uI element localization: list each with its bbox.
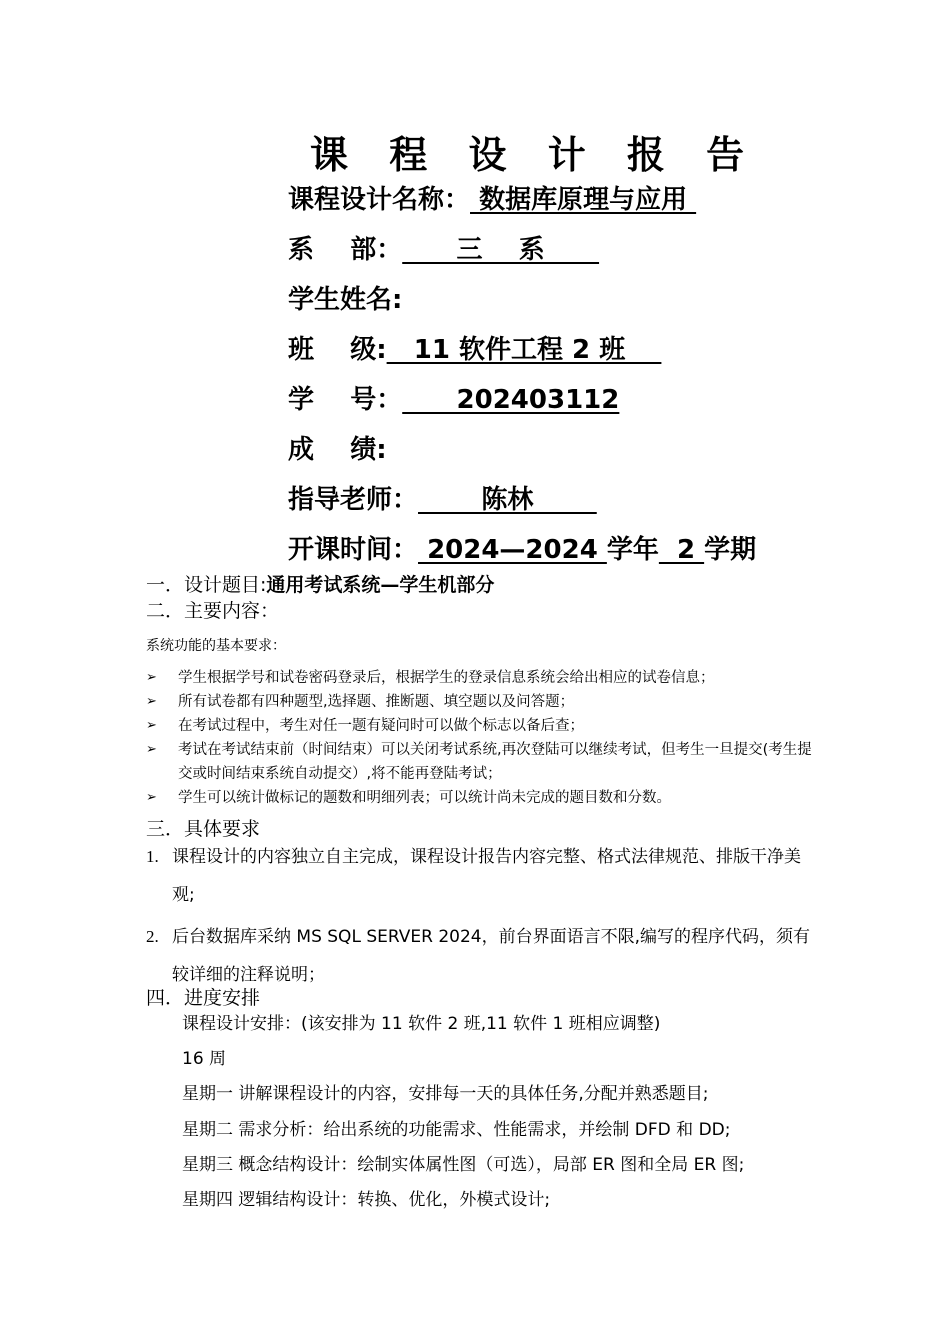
list-item: ➢ 学生可以统计做标记的题数和明细列表；可以统计尚未完成的题目数和分数。: [146, 786, 826, 810]
schedule-intro: 课程设计安排：(该安排为 11 软件 2 班,11 软件 1 班相应调整): [182, 1014, 661, 1034]
grade-label: 成 绩:: [288, 435, 387, 465]
list-number: 2.: [146, 927, 159, 946]
section-specific-requirements: 三．具体要求: [146, 818, 261, 840]
term-suffix: 学期: [704, 535, 757, 565]
arrow-bullet-icon: ➢: [146, 790, 157, 805]
list-number: 1.: [146, 847, 159, 866]
teacher-label: 指导老师：: [288, 485, 419, 515]
list-item: 2. 后台数据库采纳 MS SQL SERVER 2024，前台界面语言不限,编写的程序代码，须有较详细的注释说明；: [146, 918, 816, 994]
department-row: [288, 234, 599, 266]
design-topic-label: 一．设计题目:: [146, 574, 267, 596]
list-item: ➢ 学生根据学号和试卷密码登录后，根据学生的登录信息系统会给出相应的试卷信息；: [146, 666, 826, 690]
student-name-label: 学生姓名:: [288, 285, 403, 315]
section-design-topic: [146, 572, 494, 598]
department-label: 系 部：: [288, 235, 403, 265]
grade-row: [288, 434, 387, 466]
class-value: 11 软件工程 2 班: [386, 335, 662, 365]
academic-year-value: 2024—2024: [418, 535, 607, 565]
course-name-value: 数据库原理与应用: [470, 185, 697, 215]
class-row: [288, 334, 661, 366]
teacher-row: [288, 484, 597, 516]
student-id-label: 学 号：: [288, 385, 403, 415]
term-value: 2: [658, 535, 705, 565]
list-item: ➢ 考试在考试结束前（时间结束）可以关闭考试系统,再次登陆可以继续考试，但考生一旦提交(考生提交或时间结束系统自动提交）,将不能再登陆考试；: [146, 738, 826, 786]
basic-requirements-label: 系统功能的基本要求：: [146, 638, 286, 654]
schedule-day: 星期三 概念结构设计：绘制实体属性图（可选），局部 ER 图和全局 ER 图;: [182, 1155, 745, 1175]
course-time-row: [288, 534, 756, 566]
arrow-bullet-icon: ➢: [146, 718, 157, 733]
academic-year-suffix: 学年: [606, 535, 659, 565]
student-name-row: [288, 284, 402, 316]
teacher-value: 陈林: [418, 485, 597, 515]
schedule-week: 16 周: [182, 1049, 227, 1069]
arrow-bullet-icon: ➢: [146, 742, 157, 757]
department-value: 三 系: [402, 235, 600, 265]
arrow-bullet-icon: ➢: [146, 670, 157, 685]
section-main-content: 二．主要内容：: [146, 600, 280, 622]
list-item: ➢ 在考试过程中，考生对任一题有疑问时可以做个标志以备后查；: [146, 714, 826, 738]
list-item: ➢ 所有试卷都有四种题型,选择题、推断题、填空题以及问答题；: [146, 690, 826, 714]
course-name-row: [288, 184, 696, 216]
schedule-day: 星期一 讲解课程设计的内容，安排每一天的具体任务,分配并熟悉题目;: [182, 1084, 709, 1104]
course-time-label: 开课时间：: [288, 535, 419, 565]
student-id-value: 202403112: [402, 385, 620, 415]
arrow-bullet-icon: ➢: [146, 694, 157, 709]
requirements-list: [146, 838, 816, 998]
list-item: 1. 课程设计的内容独立自主完成，课程设计报告内容完整、格式法律规范、排版干净美观;: [146, 838, 816, 914]
function-bullet-list: [146, 666, 826, 810]
report-title: 课 程 设 计 报 告: [310, 133, 759, 177]
section-schedule: 四．进度安排: [146, 987, 261, 1009]
student-id-row: [288, 384, 619, 416]
schedule-day: 星期二 需求分析：给出系统的功能需求、性能需求，并绘制 DFD 和 DD;: [182, 1120, 731, 1140]
schedule-day: 星期四 逻辑结构设计：转换、优化，外模式设计;: [182, 1190, 551, 1210]
course-name-label: 课程设计名称：: [288, 185, 471, 215]
class-label: 班 级:: [288, 335, 387, 365]
design-topic-value: 通用考试系统—学生机部分: [266, 574, 495, 596]
